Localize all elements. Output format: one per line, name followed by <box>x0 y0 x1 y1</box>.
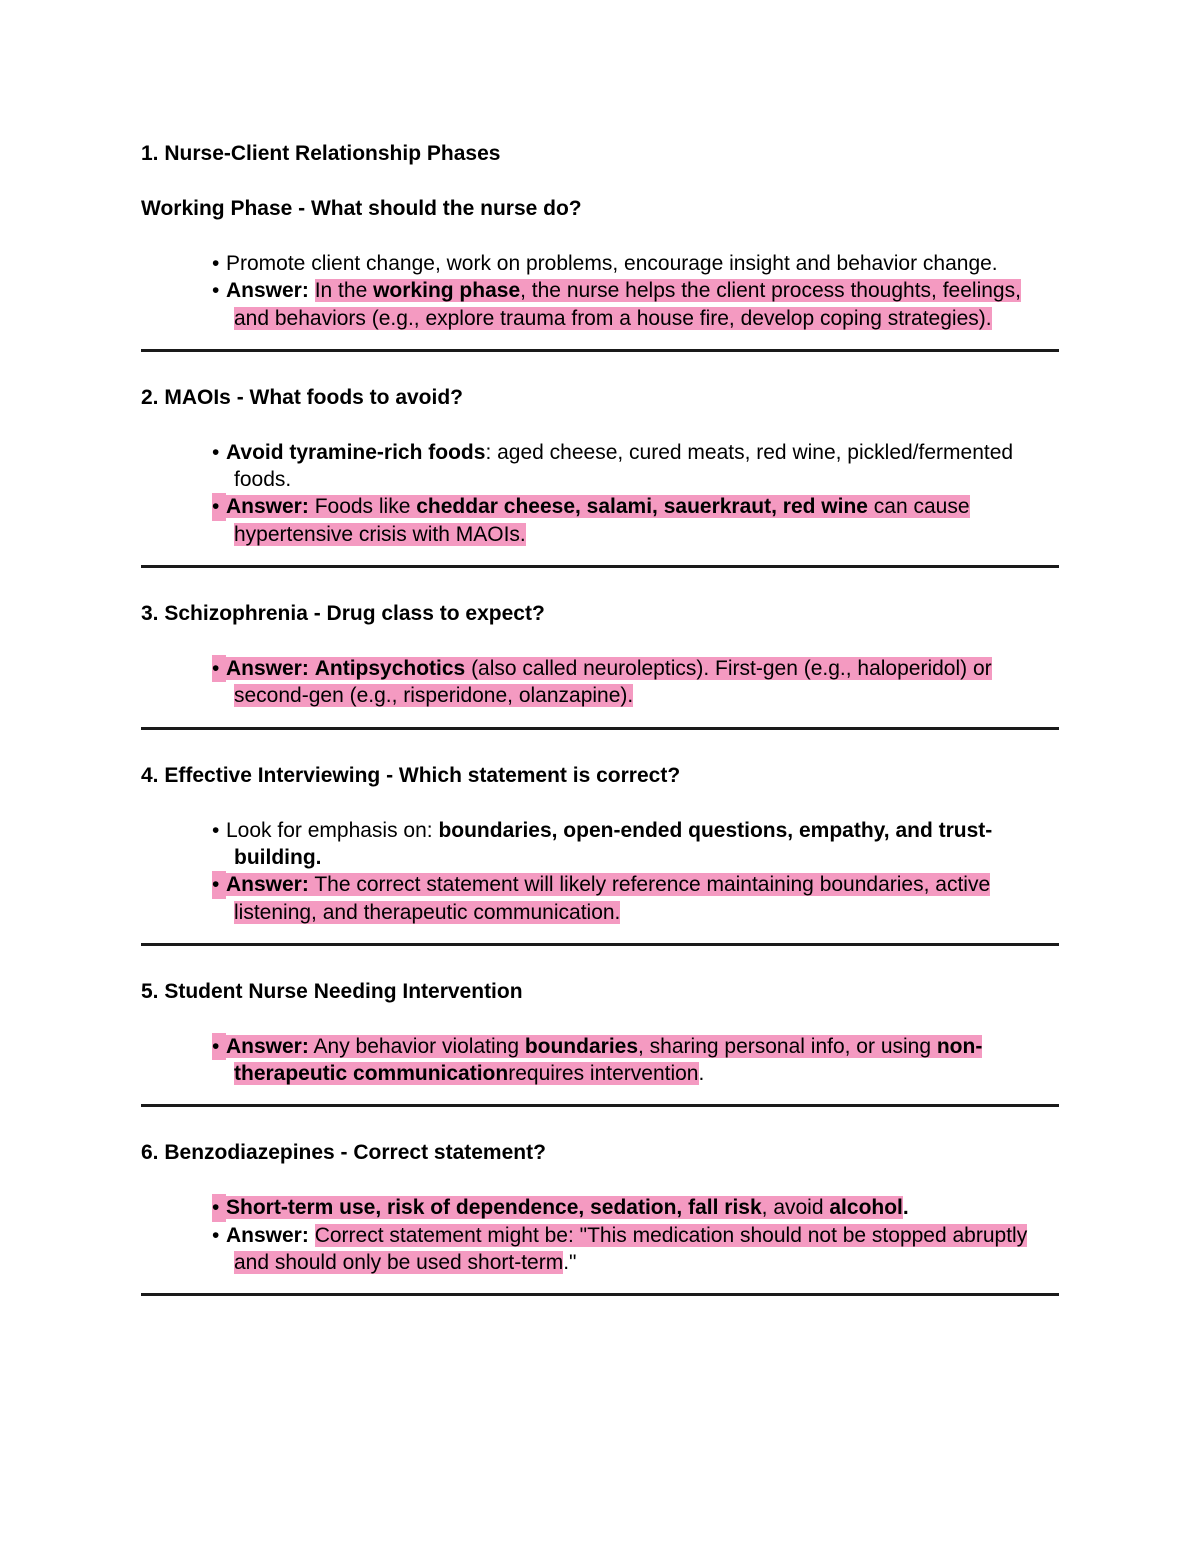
bullet-icon: • <box>212 440 220 464</box>
bold-text: non-therapeutic communication <box>234 1034 983 1086</box>
section-title: 6. Benzodiazepines - Correct statement? <box>141 1141 546 1165</box>
bold-text: Answer: <box>226 495 309 519</box>
item-text: . <box>698 1062 705 1086</box>
bullet-icon: • <box>212 252 220 275</box>
section-divider <box>141 1104 1059 1107</box>
bold-text: Answer: <box>226 279 309 303</box>
section-divider <box>141 1293 1059 1296</box>
bold-text: Answer: <box>226 1034 309 1058</box>
bold-text: Answer: <box>226 657 309 681</box>
bullet-icon: • <box>212 871 226 898</box>
bullet-list <box>141 439 1059 548</box>
item-text: Any behavior violating <box>308 1034 525 1058</box>
item-text: can cause hypertensive crisis with MAOIs. <box>234 495 970 546</box>
list-item <box>141 277 1059 332</box>
item-text <box>309 279 315 302</box>
list-item <box>141 493 1059 548</box>
list-item <box>141 655 1059 710</box>
section-divider <box>141 727 1059 730</box>
qa-section <box>141 384 1059 568</box>
bullet-icon: • <box>212 1223 220 1247</box>
bullet-icon: • <box>212 493 226 520</box>
qa-section <box>141 1139 1059 1296</box>
section-subtitle: Working Phase - What should the nurse do? <box>141 197 582 220</box>
item-text: : aged cheese, cured meats, red wine, pickled/fermented foods. <box>234 440 1014 492</box>
qa-section <box>141 762 1059 946</box>
bold-text: alcohol <box>829 1196 903 1220</box>
bold-text: Answer: <box>226 1223 309 1247</box>
item-text: , avoid <box>761 1196 830 1220</box>
section-divider <box>141 565 1059 568</box>
bold-text: boundaries <box>524 1034 639 1058</box>
item-text: Look for emphasis on: <box>226 818 439 842</box>
bullet-icon: • <box>212 279 220 303</box>
bullet-icon: • <box>212 655 226 682</box>
list-item <box>141 817 1059 872</box>
item-text: Correct statement might be: "This medication should not be stopped abruptly and should only be used short-term <box>234 1223 1028 1275</box>
item-text: The correct statement will likely reference maintaining boundaries, active listening, and therapeutic communication. <box>234 873 991 924</box>
section-title: 1. Nurse-Client Relationship Phases <box>141 142 501 165</box>
item-text: In the <box>314 279 374 303</box>
bullet-list <box>141 250 1059 332</box>
list-item <box>141 871 1059 926</box>
qa-section <box>141 978 1059 1108</box>
item-text: Promote client change, work on problems, encourage insight and behavior change. <box>226 252 998 275</box>
section-title: 3. Schizophrenia - Drug class to expect? <box>141 602 545 626</box>
list-item <box>141 439 1059 494</box>
bullet-icon: • <box>212 1194 226 1221</box>
bold-text: working phase <box>373 279 521 303</box>
bullet-list <box>141 1033 1059 1088</box>
qa-section <box>141 140 1059 352</box>
item-text: requires intervention <box>508 1062 699 1086</box>
bullet-icon: • <box>212 818 220 842</box>
bold-text: cheddar cheese, salami, sauerkraut, red wine <box>416 495 868 519</box>
bold-text: Antipsychotics <box>314 657 466 681</box>
bullet-list <box>141 1194 1059 1276</box>
bold-text: Short-term use, risk of dependence, sedation, fall risk <box>226 1196 762 1220</box>
document-page <box>141 140 1059 1296</box>
item-text: ." <box>563 1251 577 1275</box>
bullet-icon: • <box>212 1033 226 1060</box>
item-text <box>309 657 315 680</box>
bold-text: Avoid tyramine-rich foods <box>226 440 486 464</box>
section-title: 5. Student Nurse Needing Intervention <box>141 979 523 1003</box>
bold-text: boundaries, open-ended questions, empathy, and trust-building. <box>234 818 993 869</box>
bullet-list <box>141 817 1059 926</box>
bold-text: Answer: <box>226 873 309 897</box>
list-item <box>141 1033 1059 1088</box>
item-text: Foods like <box>308 495 417 519</box>
section-divider <box>141 349 1059 352</box>
bold-text: . <box>902 1196 909 1220</box>
item-text: , the nurse helps the client process thoughts, feelings, and behaviors (e.g., explore trauma from a house fire, develop coping strategies). <box>234 279 1021 330</box>
item-text: (also called neuroleptics). First-gen (e.g., haloperidol) or second-gen (e.g., risperidone, olanzapine). <box>234 657 992 708</box>
bullet-list <box>141 655 1059 710</box>
list-item <box>141 250 1059 277</box>
item-text: , sharing personal info, or using <box>638 1034 937 1058</box>
item-text <box>309 1224 315 1247</box>
list-item <box>141 1222 1059 1277</box>
section-title: 2. MAOIs - What foods to avoid? <box>141 385 463 409</box>
qa-section <box>141 600 1059 730</box>
section-title: 4. Effective Interviewing - Which statement is correct? <box>141 763 681 787</box>
list-item <box>141 1194 1059 1221</box>
section-divider <box>141 943 1059 946</box>
